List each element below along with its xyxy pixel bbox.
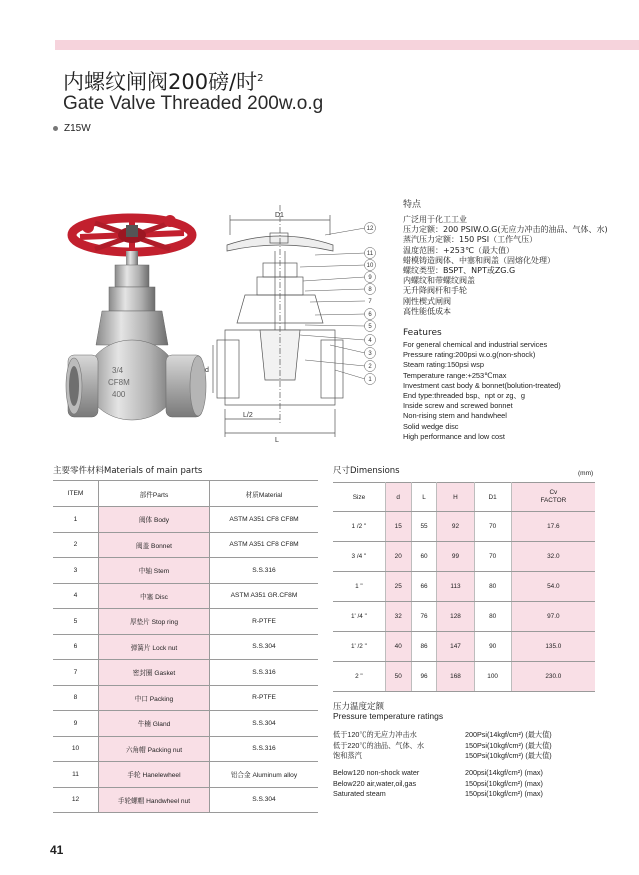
table-row [333,632,595,662]
table-cell: 70 [474,542,511,572]
table-cell: 60 [411,542,437,572]
feature-cn-item: 螺纹类型：BSPT、NPT或ZG.G [403,266,516,276]
feature-cn-item: 无升降阀杆和手轮 [403,286,467,296]
callout-8: 8 [368,287,372,293]
table-header-cell: ITEM [53,481,99,507]
dim-label-d1: D1 [275,212,284,219]
features-en-list [403,340,561,442]
feature-en-item: Temperature range:+253℃max [403,370,507,380]
table-cell: 4 [53,583,99,609]
table-row [333,512,595,542]
table-cell: 2 " [333,662,385,692]
table-cell: 六角帽 Packing nut [99,736,210,762]
table-row [333,602,595,632]
callout-10: 10 [366,263,374,269]
dimensions-title: 尺寸Dimensions [333,466,400,476]
table-row [333,542,595,572]
features-cn-heading: 特点 [403,200,422,210]
table-cell: 阀体 Body [99,507,210,533]
table-cell: 阀盖 Bonnet [99,532,210,558]
table-row [53,507,318,533]
table-cell: 55 [411,512,437,542]
table-header-row [53,481,318,507]
table-cell: 66 [411,572,437,602]
table-cell: 1 [53,507,99,533]
table-cell: 8 [53,685,99,711]
table-cell: 100 [474,662,511,692]
table-header-cell: d [385,483,411,512]
table-header-cell: 部件Parts [99,481,210,507]
valve-drawing [205,205,390,445]
table-cell: 113 [437,572,474,602]
table-cell: 96 [411,662,437,692]
table-cell: 厚垫片 Stop ring [99,609,210,635]
callout-3: 3 [368,351,372,357]
features-cn-list [403,215,608,317]
table-row [53,634,318,660]
table-cell: 中口 Packing [99,685,210,711]
table-cell: 弹簧片 Lock nut [99,634,210,660]
table-cell: 1 " [333,572,385,602]
feature-en-item: Non-rising stem and handwheel [403,411,507,421]
features-en-heading: Features [403,328,442,338]
table-cell: S.S.304 [210,787,319,813]
table-cell: 99 [437,542,474,572]
callout-12: 12 [366,226,374,232]
feature-en-item: Inside screw and screwed bonnet [403,401,513,411]
table-cell: R-PTFE [210,609,319,635]
svg-text:3/4: 3/4 [112,366,124,375]
feature-en-item: Solid wedge disc [403,421,459,431]
table-cell: S.S.316 [210,736,319,762]
table-cell: 40 [385,632,411,662]
feature-en-item: For general chemical and industrial services [403,340,548,349]
table-cell: S.S.304 [210,711,319,737]
table-cell: 90 [474,632,511,662]
table-cell: 10 [53,736,99,762]
feature-en-item: High performance and low cost [403,431,505,441]
table-cell: 密封圈 Gasket [99,660,210,686]
table-cell: 70 [474,512,511,542]
dim-label-l: L [275,437,279,444]
callout-11: 11 [366,251,374,257]
table-cell: 92 [437,512,474,542]
table-row [53,787,318,813]
table-cell: 32 [385,602,411,632]
table-cell: 2 [53,532,99,558]
table-row [53,660,318,686]
table-cell: 6 [53,634,99,660]
table-cell: 15 [385,512,411,542]
callout-4: 4 [368,338,372,344]
table-cell: ASTM A351 CF8 CF8M [210,507,319,533]
header-band [55,40,639,50]
table-cell: 76 [411,602,437,632]
table-cell: 手轮 Hanelewheel [99,762,210,788]
table-row [53,685,318,711]
table-row [53,762,318,788]
table-cell: ASTM A351 CF8 CF8M [210,532,319,558]
table-row [333,572,595,602]
table-header-cell: L [411,483,437,512]
table-cell: 中塞 Disc [99,583,210,609]
table-row [53,711,318,737]
table-header-cell: D1 [474,483,511,512]
callout-5: 5 [368,324,372,330]
table-cell: 1 /2 " [333,512,385,542]
table-cell: 7 [53,660,99,686]
page-title-cn: 内螺纹闸阀200磅/时$^2$ [63,70,264,94]
table-cell: 20 [385,542,411,572]
svg-text:400: 400 [112,390,126,399]
table-cell: 3 /4 " [333,542,385,572]
model-code: Z15W [53,123,91,134]
table-cell: S.S.316 [210,660,319,686]
pressure-cn-values: 200Psi(14kgf/cm²) (最大值) 150Psi(10kgf/cm²) (最大值) 150Psi(10kgf/cm²) (最大值) [465,730,552,760]
table-cell: 手轮螺帽 Handwheel nut [99,787,210,813]
feature-cn-item: 蜡模铸造阀体、中塞和阀盖（固熔化处理） [403,255,555,265]
feature-en-item: End type:threaded bsp、npt or zg、g [403,391,526,401]
callout-9: 9 [368,275,372,281]
callout-7: 7 [368,299,372,305]
table-header-cell: 材质Material [210,481,319,507]
feature-cn-item: 广泛用于化工工业 [403,215,467,224]
dim-label-d: d [205,367,209,374]
table-cell: S.S.316 [210,558,319,584]
pressure-en-conditions: Below120 non-shock water Below220 air,water,oil,gas Saturated steam [333,768,420,798]
pressure-title-en: Pressure temperature ratings [333,711,444,721]
table-row [53,736,318,762]
table-cell: R-PTFE [210,685,319,711]
feature-cn-item: 蒸汽压力定额：150 PSI（工作气压） [403,235,538,245]
pressure-title-cn: 压力温度定额 [333,702,385,712]
table-cell: 25 [385,572,411,602]
pressure-cn-conditions: 低于120℃的无应力冲击水 低于220℃的油品、气体、水 饱和蒸汽 [333,730,425,760]
callout-6: 6 [368,312,372,318]
feature-cn-item: 高性能低成本 [403,306,451,316]
page-number: 41 [50,843,64,857]
table-cell: 147 [437,632,474,662]
svg-text:CF8M: CF8M [108,378,130,387]
table-cell: 中轴 Stem [99,558,210,584]
table-cell: 128 [437,602,474,632]
table-cell: 80 [474,572,511,602]
callout-1: 1 [368,377,372,383]
table-header-cell: Size [333,483,385,512]
dim-label-l2: L/2 [243,412,253,419]
feature-en-item: Pressure rating:200psi w.o.g(non-shock) [403,350,536,360]
callout-2: 2 [368,364,372,370]
table-cell: 135.0 [511,632,595,662]
table-cell: 80 [474,602,511,632]
table-cell: 32.0 [511,542,595,572]
parts-table [53,480,318,813]
table-cell: 97.0 [511,602,595,632]
table-cell: 50 [385,662,411,692]
table-cell: 11 [53,762,99,788]
table-cell: 168 [437,662,474,692]
bullet-icon [53,126,58,131]
table-cell: 5 [53,609,99,635]
table-header-row [333,483,595,512]
table-header-cell: H [437,483,474,512]
table-row [53,609,318,635]
feature-en-item: Investment cast body & bonnet(bolution-treated) [403,380,561,390]
table-row [53,583,318,609]
dimensions-table [333,482,595,692]
feature-cn-item: 刚性楔式闸阀 [403,296,451,306]
table-row [53,558,318,584]
dimensions-unit: (mm) [578,470,594,477]
valve-photo [60,205,210,450]
table-cell: 9 [53,711,99,737]
table-cell: ASTM A351 GR.CF8M [210,583,319,609]
feature-cn-item: 压力定额：200 PSIW.O.G(无应力冲击的油品、气体、水) [403,225,608,235]
table-header-cell: Cv FACTOR [511,483,595,512]
table-cell: 12 [53,787,99,813]
page-title-en: Gate Valve Threaded 200w.o.g [63,93,324,114]
feature-cn-item: 内螺纹和带螺纹阀盖 [403,276,475,286]
table-cell: 铝合金 Aluminum alloy [210,762,319,788]
table-cell: 牛楠 Gland [99,711,210,737]
table-row [333,662,595,692]
table-cell: 230.0 [511,662,595,692]
pressure-en-values: 200psi(14kgf/cm²) (max) 150psi(10kgf/cm²) (max) 150psi(10kgf/cm²) (max) [465,768,543,798]
table-cell: 1' /2 " [333,632,385,662]
table-cell: S.S.304 [210,634,319,660]
feature-en-item: Steam rating:150psi wsp [403,360,484,370]
table-cell: 86 [411,632,437,662]
table-row [53,532,318,558]
table-cell: 17.6 [511,512,595,542]
table-cell: 54.0 [511,572,595,602]
feature-cn-item: 温度范围：+253℃（最大值） [403,245,514,255]
table-cell: 3 [53,558,99,584]
table-cell: 1' /4 " [333,602,385,632]
parts-table-title: 主要零件材料Materials of main parts [53,466,203,476]
